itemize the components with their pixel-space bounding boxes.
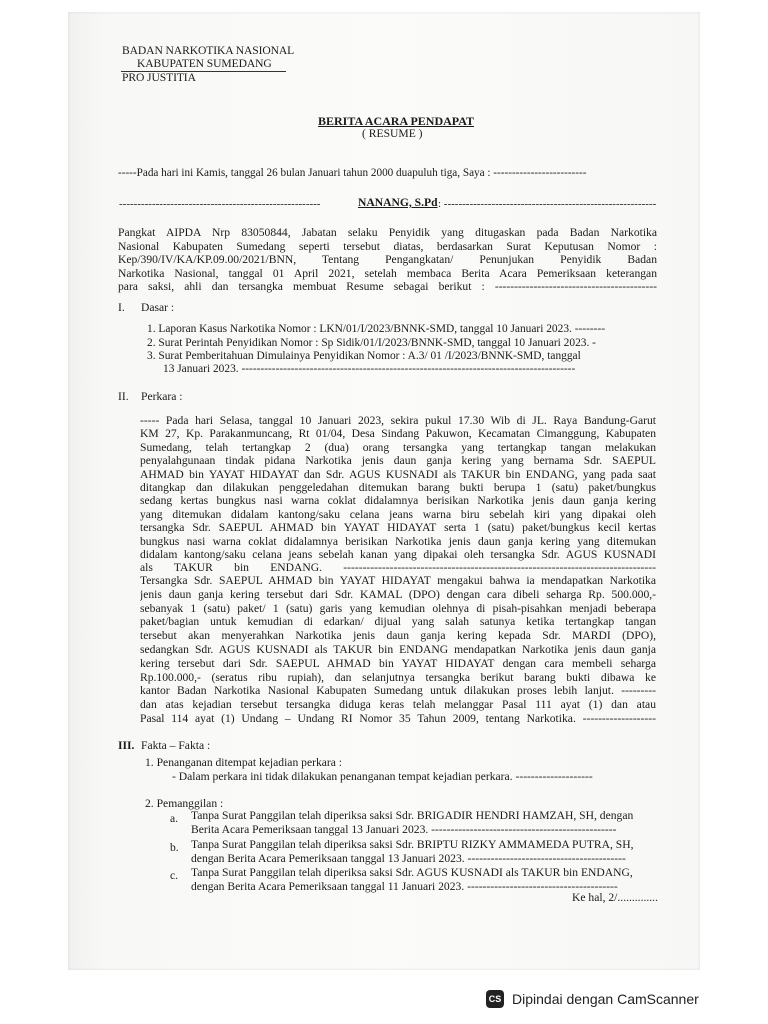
org-region: KABUPATEN SUMEDANG (137, 57, 272, 70)
text-line: Pangkat AIPDA Nrp 83050844, Jabatan selaku Penyidik yang ditugaskan pada Badan Narkotika (118, 226, 657, 239)
name-dashes-left: ------------------------------------------------------- (119, 198, 321, 210)
text-line: Rp.100.000,- (seratus ribu rupiah), dan selanjutnya tersangka berikut barang bukti dibawa ke (140, 670, 656, 684)
fakta-item-1-text: - Dalam perkara ini tidak dilakukan penanganan tempat kejadian perkara. -------------------- (172, 770, 593, 783)
text-line: sebanyak 1 (satu) paket/ 1 (satu) garis yang kemudian olehnya di pisah-pisahkan menjadi beberapa (140, 601, 656, 615)
witness-line: Tanpa Surat Panggilan telah diperiksa saksi Sdr. BRIPTU RIZKY AMMAMEDA PUTRA, SH, (191, 838, 634, 851)
text-line: penyalahgunaan tindak pidana Narkotika jenis daun ganja kering yang bernama Sdr. SAEPUL (140, 454, 656, 468)
text-line: kering tersebut dari Sdr. SAEPUL AHMAD bin YAYAT HIDAYAT dengan cara membeli seharga (140, 656, 656, 670)
section-number: I. (118, 301, 125, 314)
perkara-paragraph-2 (140, 574, 656, 726)
intro-paragraph (118, 226, 657, 294)
section-heading-fakta: Fakta – Fakta : (141, 739, 211, 752)
text-line: para saksi, ahli dan tersangka membuat Resume sebagai berikut : ------------------------------------------ (118, 280, 657, 294)
text-line: Nasional Kabupaten Sumedang seperti tersebut diatas, berdasarkan Surat Keputusan Nomor : (118, 239, 657, 253)
next-page-marker: Ke hal, 2/.............. (572, 891, 658, 904)
section-heading-perkara: Perkara : (141, 390, 183, 403)
dasar-item: 3. Surat Pemberitahuan Dimulainya Penyidikan Nomor : A.3/ 01 /I/2023/BNNK-SMD, tanggal (147, 350, 581, 362)
text-line: sedangkan Sdr. AGUS KUSNADI als TAKUR bin ENDANG mendapatkan Narkotika jenis daun ganja (140, 642, 656, 656)
witness-line: Tanpa Surat Panggilan telah diperiksa saksi Sdr. BRIGADIR HENDRI HAMZAH, SH, dengan (191, 809, 634, 822)
text-line: Kep/390/IV/KA/KP.09.00/2021/BNN, Tentang Pengangkatan/ Penunjukan Penyidik Badan (118, 253, 657, 267)
camscanner-label: Dipindai dengan CamScanner (512, 991, 699, 1007)
investigator-name: NANANG, S.Pd (358, 196, 438, 209)
witness-line: dengan Berita Acara Pemeriksaan tanggal 11 Januari 2023. --------------------------------------- (191, 880, 618, 893)
text-line: tersebut akan menyerahkan Narkotika jenis daun ganja kering kepada Sdr. MARDI (DPO), (140, 629, 656, 643)
text-line: KM 27, Kp. Parakanmuncang, Rt 01/04, Desa Sindang Pakuwon, Kecamatan Cimanggung, Kabupaten (140, 427, 656, 441)
witness-line: Berita Acara Pemeriksaan tanggal 13 Januari 2023. ------------------------------------------------ (191, 823, 617, 836)
text-line: ----- Pada hari Selasa, tanggal 10 Januari 2023, sekira pukul 17.30 Wib di JL. Raya Bandung-Garut (140, 414, 656, 427)
text-line: sedang kertas bungkus nasi warna coklat didalamnya berisikan Narkotika jenis daun ganja kering (140, 494, 656, 508)
intro-line: -----Pada hari ini Kamis, tanggal 26 bulan Januari tahun 2000 duapuluh tiga, Saya : ------------------------- (118, 167, 587, 179)
text-line: ditangkap dan dilakukan penggeledahan ditemukan barang bukti berupa 1 (satu) paket/bungkus (140, 481, 656, 495)
text-line: als TAKUR bin ENDANG. --------------------------------------------------------------------------------- (140, 561, 656, 575)
pro-justitia: PRO JUSTITIA (122, 71, 196, 84)
witness-line: dengan Berita Acara Pemeriksaan tanggal 13 Januari 2023. ----------------------------------------- (191, 852, 626, 865)
text-line: jenis daun ganja kering tersebut dari Sdr. KAMAL (DPO) dengan cara dibeli seharga Rp. 500.000,- (140, 587, 656, 601)
section-number: II. (118, 390, 129, 403)
dasar-item: 1. Laporan Kasus Narkotika Nomor : LKN/01/I/2023/BNNK-SMD, tanggal 10 Januari 2023. -------- (147, 323, 606, 335)
sub-letter: a. (170, 812, 179, 825)
text-line: Pasal 114 ayat (1) Undang – Undang RI Nomor 35 Tahun 2009, tentang Narkotika. ------------------- (140, 711, 656, 725)
text-line: dan atas kejadian tersebut tersangka diduga keras telah melanggar Pasal 111 ayat (1) dan atau (140, 698, 656, 712)
text-line: paket/bagian untuk kemudian di edarkan/ dijual yang salah satunya ketika tertangkap tangan (140, 615, 656, 629)
text-line: bungkus nasi warna coklat didalamnya berisikan Narkotika jenis daun ganja kering yang ditemukan (140, 534, 656, 548)
fakta-item-1-label: 1. Penanganan ditempat kejadian perkara : (145, 756, 343, 769)
text-line: kantor Badan Narkotika Nasional Kabupaten Sumedang untuk dilakukan proses lebih lanjut. --------- (140, 684, 656, 698)
sub-letter: b. (170, 841, 179, 854)
section-number: III. (118, 739, 135, 752)
fakta-item-2-label: 2. Pemanggilan : (145, 797, 224, 810)
text-line: Sumedang, telah tertangkap 2 (dua) orang tersangka yang tertangkap tangan melakukan (140, 440, 656, 454)
name-dashes-right: : ---------------------------------------------------------- (438, 198, 657, 210)
witness-line: Tanpa Surat Panggilan telah diperiksa saksi Sdr. AGUS KUSNADI als TAKUR bin ENDANG, (191, 866, 633, 879)
camscanner-logo-icon: CS (486, 990, 504, 1008)
perkara-paragraph-1 (140, 414, 656, 575)
dasar-item: 2. Surat Perintah Penyidikan Nomor : Sp Sidik/01/I/2023/BNNK-SMD, tanggal 10 Januari 2023. - (147, 337, 596, 349)
text-line: tersangka Sdr. SAEPUL AHMAD bin YAYAT HIDAYAT serta 1 (satu) paket/bungkus kecil kertas (140, 521, 656, 535)
text-line: yang ditemukan didalam kantong/saku celana jeans warna biru sebelah kiri yang dipakai oleh (140, 507, 656, 521)
document-title: BERITA ACARA PENDAPAT (318, 114, 475, 128)
dasar-item: 13 Januari 2023. ---------------------------------------------------------------------------------------- (163, 363, 576, 375)
text-line: Tersangka Sdr. SAEPUL AHMAD bin YAYAT HIDAYAT mengakui bahwa ia mendapatkan Narkotika (140, 574, 656, 587)
text-line: Narkotika Nasional, tanggal 01 April 2021, setelah membaca Berita Acara Pemeriksaan keterangan (118, 266, 657, 280)
org-name: BADAN NARKOTIKA NASIONAL (122, 44, 295, 57)
text-line: didalam kantong/saku celana jeans sebelah kanan yang dipakai oleh tersangka Sdr. AGUS KUSNADI (140, 548, 656, 562)
document-subtitle: ( RESUME ) (362, 127, 423, 140)
sub-letter: c. (170, 869, 179, 882)
camscanner-watermark (486, 990, 699, 1008)
section-heading-dasar: Dasar : (141, 301, 175, 314)
text-line: AHMAD bin YAYAT HIDAYAT dan Sdr. AGUS KUSNADI als TAKUR bin ENDANG, yang pada saat (140, 467, 656, 481)
